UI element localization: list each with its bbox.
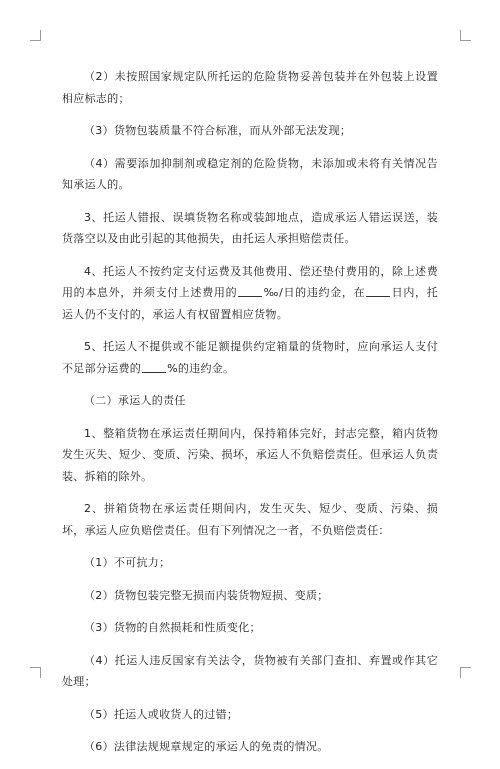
fill-blank-percent[interactable] [142,360,166,373]
paragraph: 1、整箱货物在承运责任期间内，保持箱体完好，封志完整，箱内货物发生灭失、短少、变质、污染、损坏，承运人不负赔偿责任。但承运人负责装、拆箱的除外。 [62,426,438,483]
paragraph-shortfall [62,336,438,379]
paragraph: （2）未按照国家规定队所托运的危险货物妥善包装并在外包装上设置相应标志的； [62,70,438,105]
list-item: （1）不可抗力； [84,556,171,569]
section-heading: （二）承运人的责任 [84,394,186,407]
crop-mark-bottom-right [460,667,471,678]
paragraph-text: ‰/日的违约金，在 [263,286,366,299]
document-body [62,66,438,769]
fill-blank-rate[interactable] [238,284,262,297]
paragraph-freight-payment [62,261,438,326]
fill-blank-days[interactable] [366,284,390,297]
list-item: （5）托运人或收货人的过错； [84,707,239,721]
crop-mark-top-right [460,30,471,41]
paragraph: （4）需要添加抑制剂或稳定剂的危险货物，未添加或未将有关情况告知承运人的。 [62,156,438,191]
list-item: （2）货物包装完整无损而内装货物短损、变质； [84,588,329,602]
paragraph-text: 4、托运人不按约定支付运费及其他费用、偿还垫付费用的，除上述费用的本息外，并须支付上述费用的 [62,264,438,299]
paragraph: 2、拼箱货物在承运责任期间内，发生灭失、短少、变质、污染、损坏，承运人应负赔偿责任。但有下列情况之一者，不负赔偿责任： [62,502,438,537]
paragraph: （3）货物包装质量不符合标准，而从外部无法发现； [84,124,352,137]
list-item: （6）法律法规规章规定的承运人的免责的情况。 [84,740,329,753]
crop-mark-bottom-left [30,667,41,678]
paragraph-text: 5、托运人不提供或不能足额提供约定箱量的货物时，应向承运人支付不足部分运费的 [62,340,438,375]
paragraph: 3、托运人错报、误填货物名称或装卸地点，造成承运人错运误送，装货落空以及由此引起的其他损失，由托运人承担赔偿责任。 [62,210,438,245]
crop-mark-top-left [30,30,41,41]
list-item: （3）货物的自然损耗和性质变化； [84,621,261,634]
paragraph-text: %的违约金。 [167,361,235,375]
paragraph-text: 日内，托运人仍不支付的，承运人有权留置相应货物。 [62,286,439,321]
list-item: （4）托运人违反国家有关法令，货物被有关部门查扣、弃置或作其它处理； [62,653,438,688]
